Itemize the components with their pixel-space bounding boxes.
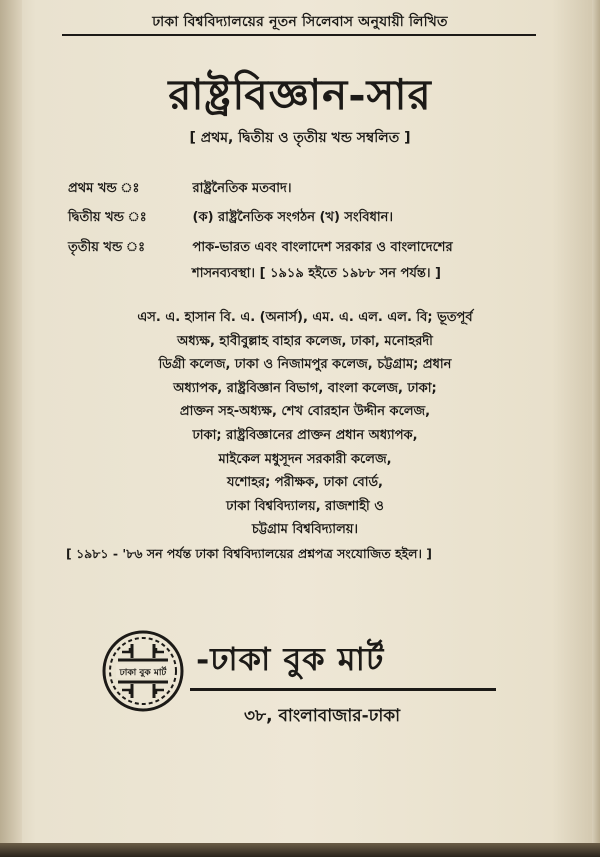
page-bottom-edge: [0, 843, 600, 857]
author-line: অধ্যক্ষ, হাবীবুল্লাহ বাহার কলেজ, ঢাকা, মনোহরদী: [177, 333, 433, 349]
book-subtitle: [ প্রথম, দ্বিতীয় ও তৃতীয় খন্ড সম্বলিত ]: [189, 130, 411, 146]
header-line: ঢাকা বিশ্ববিদ্যালয়ের নূতন সিলেবাস অনুযায়ী লিখিত: [152, 14, 448, 30]
book-title: রাষ্ট্রবিজ্ঞান-সার: [168, 70, 432, 119]
contents-part3-line2: শাসনব্যবস্থা। [ ১৯১৯ হইতে ১৯৮৮ সন পর্যন্ত। ]: [192, 266, 441, 281]
part3-text: পাক-ভারত এবং বাংলাদেশ সরকার ও বাংলাদেশের: [192, 240, 453, 255]
part3-label: তৃতীয় খন্ড ঃ: [68, 240, 146, 255]
book-spine: [0, 0, 22, 857]
contents-part2: [68, 208, 393, 229]
part2-label: দ্বিতীয় খন্ড ঃ: [68, 210, 147, 225]
publisher-address: ৩৮, বাংলাবাজার-ঢাকা: [244, 706, 401, 726]
page-right-edge: [592, 0, 600, 857]
author-line: চট্টগ্রাম বিশ্ববিদ্যালয়।: [251, 522, 359, 538]
publisher-logo-icon: [102, 630, 184, 712]
author-line: ডিগ্রী কলেজ, ঢাকা ও নিজামপুর কলেজ, চট্টগ্রাম; প্রধান: [158, 357, 452, 373]
part2-text: (ক) রাষ্ট্রনৈতিক সংগঠন (খ) সংবিধান।: [192, 210, 394, 225]
author-line: যশোহর; পরীক্ষক, ঢাকা বোর্ড,: [227, 475, 383, 491]
author-credentials: [70, 306, 540, 542]
logo-text: ঢাকা বুক মার্ট: [119, 668, 167, 678]
author-line: অধ্যাপক, রাষ্ট্রবিজ্ঞান বিভাগ, বাংলা কলেজ, ঢাকা;: [173, 380, 437, 396]
author-line: মাইকেল মধুসূদন সরকারী কলেজ,: [218, 451, 392, 467]
question-paper-note: [ ১৯৮১ - '৮৬ সন পর্যন্ত ঢাকা বিশ্ববিদ্যালয়ের প্রশ্নপত্র সংযোজিত হইল। ]: [66, 546, 433, 561]
contents-part1: [68, 179, 292, 200]
author-line: ঢাকা বিশ্ববিদ্যালয়, রাজশাহী ও: [226, 498, 384, 514]
contents-part3: [68, 238, 453, 259]
part1-text: রাষ্ট্রনৈতিক মতবাদ।: [192, 181, 292, 196]
author-line: ঢাকা; রাষ্ট্রবিজ্ঞানের প্রাক্তন প্রধান অধ্যাপক,: [192, 427, 418, 443]
publisher-name: -ঢাকা বুক মার্ট: [196, 640, 385, 678]
publisher-rule: [190, 688, 496, 691]
author-line: প্রাক্তন সহ-অধ্যক্ষ, শেখ বোরহান উদ্দীন কলেজ,: [179, 404, 431, 420]
part1-label: প্রথম খন্ড ঃ: [68, 181, 140, 196]
author-line: এস. এ. হাসান বি. এ. (অনার্স), এম. এ. এল. এল. বি; ভূতপূর্ব: [137, 310, 473, 325]
header-rule: [62, 34, 536, 36]
